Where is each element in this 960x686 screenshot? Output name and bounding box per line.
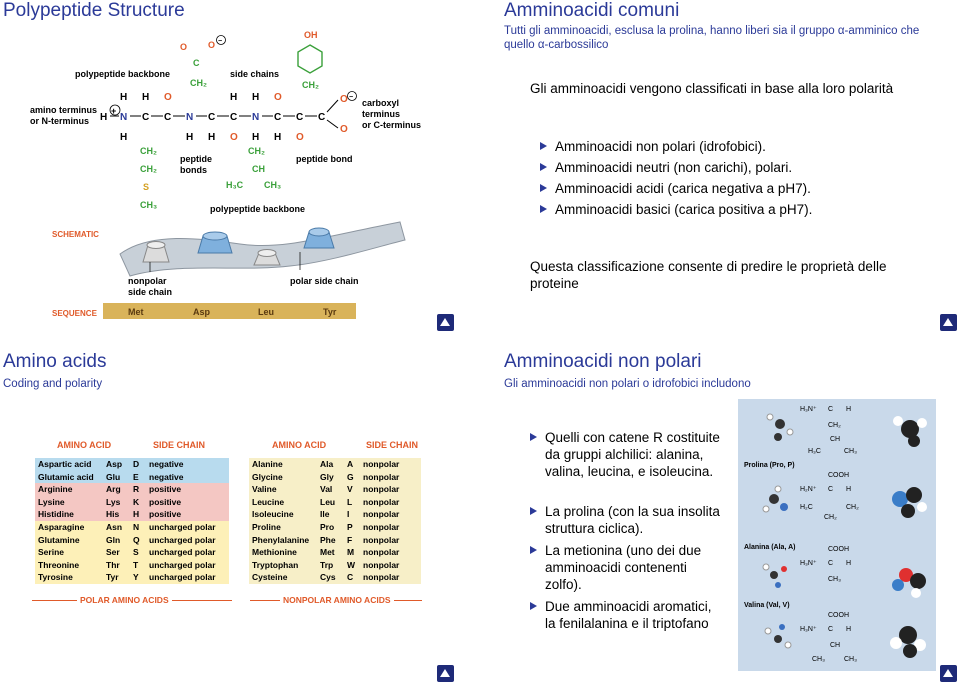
sequence-residue: Leu [258, 307, 275, 317]
one-letter-code: W [347, 559, 356, 570]
side-chain-type: uncharged polar [149, 572, 216, 583]
table-row [249, 571, 421, 584]
one-letter-code: D [133, 459, 140, 469]
svg-text:N: N [120, 112, 128, 123]
amino-acid-name: Serine [38, 547, 64, 558]
polar-side-chain-label: polar side chain [290, 276, 359, 286]
side-chains-label: side chains [230, 69, 280, 79]
side-chain-type: nonpolar [363, 559, 400, 570]
table-row [249, 521, 421, 534]
amino-acid-name: Leucine [252, 496, 285, 507]
list-item: La prolina (con la sua insolita struttura ciclica). [530, 503, 720, 537]
amino-acid-name: Glutamine [38, 534, 80, 545]
svg-text:O: O [296, 132, 304, 143]
one-letter-code: E [133, 471, 139, 482]
svg-text:H: H [846, 486, 852, 493]
one-letter-code: C [347, 572, 354, 583]
three-letter-code: Glu [106, 471, 121, 482]
svg-text:S: S [143, 182, 150, 192]
home-nav-icon[interactable] [940, 314, 957, 331]
svg-text:CH₂: CH₂ [302, 80, 319, 90]
three-letter-code: Phe [320, 534, 336, 545]
table-row [35, 534, 229, 547]
svg-text:O: O [180, 42, 188, 52]
slide-subtitle: Tutti gli amminoacidi, esclusa la prolina, hanno liberi sia il gruppo α-amminico che quello α-carbossilico [504, 25, 920, 51]
one-letter-code: H [133, 509, 140, 520]
svg-text:C: C [828, 626, 834, 633]
svg-text:H: H [186, 132, 194, 143]
svg-text:C: C [828, 486, 834, 493]
svg-text:N: N [252, 112, 260, 123]
table-row [249, 508, 421, 521]
three-letter-code: Cys [320, 572, 336, 583]
svg-text:−: − [218, 38, 223, 45]
one-letter-code: Y [133, 572, 139, 583]
svg-text:H₃N⁺: H₃N⁺ [800, 560, 817, 567]
svg-text:H₂N⁺: H₂N⁺ [800, 486, 817, 493]
svg-text:CH₃: CH₃ [812, 656, 825, 663]
svg-text:H: H [846, 560, 852, 567]
svg-text:H: H [846, 406, 852, 413]
slide-title: Amminoacidi non polari [504, 351, 702, 372]
svg-text:O: O [340, 94, 348, 105]
svg-text:C: C [208, 112, 216, 123]
amino-acid-name: Threonine [38, 559, 80, 570]
bullet-icon [540, 184, 547, 192]
side-chain-type: nonpolar [363, 471, 400, 482]
bullet-icon [540, 205, 547, 213]
one-letter-code: R [133, 484, 140, 495]
table-row [35, 546, 229, 559]
svg-text:CH₂: CH₂ [824, 514, 837, 521]
svg-text:H: H [100, 112, 108, 123]
amino-acid-name: Alanine [252, 459, 283, 469]
three-letter-code: Leu [320, 496, 336, 507]
svg-text:H: H [208, 132, 216, 143]
three-letter-code: Asp [106, 459, 123, 469]
list-item: Amminoacidi non polari (idrofobici). [540, 138, 766, 155]
side-chain-header: SIDE CHAIN [153, 440, 206, 450]
svg-text:O: O [164, 92, 172, 103]
side-chain-type: nonpolar [363, 509, 400, 520]
svg-text:C: C [828, 560, 834, 567]
amino-acid-name: Tyrosine [38, 572, 73, 583]
slide-title: Amminoacidi comuni [504, 0, 680, 21]
svg-text:H: H [120, 92, 128, 103]
svg-text:N: N [186, 112, 194, 123]
intro-text: Gli amminoacidi vengono classificati in base alla loro polarità [530, 81, 894, 96]
home-nav-icon[interactable] [437, 665, 454, 682]
slide-amino-acids [0, 343, 480, 686]
svg-text:CH: CH [830, 436, 841, 443]
peptide-bonds-label-2: bonds [180, 165, 207, 175]
nonpolar-label-2: side chain [128, 287, 173, 297]
one-letter-code: N [133, 521, 140, 532]
n-terminus-label: or N-terminus [30, 116, 90, 126]
one-letter-code: V [347, 484, 353, 495]
three-letter-code: Trp [320, 559, 334, 570]
svg-text:−: − [349, 94, 354, 101]
list-item: Quelli con catene R costituite da gruppi alchilici: alanina, valina, leucina, e isoleucina. [530, 429, 720, 480]
alanina-label: Alanina (Ala, A) [744, 544, 796, 551]
polar-table [35, 458, 229, 584]
bullet-icon [540, 142, 547, 150]
svg-text:H₃N⁺: H₃N⁺ [800, 406, 817, 413]
amino-acid-name: Asparagine [38, 521, 85, 532]
one-letter-code: S [133, 547, 139, 558]
conclusion-text: Questa classificazione consente di predire le proprietà delle proteine [530, 259, 887, 291]
table-row [35, 559, 229, 572]
svg-text:CH₃: CH₃ [264, 180, 282, 190]
amino-acid-name: Cysteine [252, 572, 288, 583]
svg-text:CH₂: CH₂ [248, 146, 265, 156]
slide-title: Polypeptide Structure [3, 0, 185, 21]
three-letter-code: Ser [106, 547, 120, 558]
svg-text:CH₂: CH₂ [140, 146, 157, 156]
table-row [35, 483, 229, 496]
side-chain-type: nonpolar [363, 496, 400, 507]
sequence-label: SEQUENCE [52, 309, 97, 318]
svg-text:O: O [340, 124, 348, 135]
amino-acid-name: Arginine [38, 484, 73, 495]
svg-text:+: + [111, 106, 117, 116]
three-letter-code: Ile [320, 509, 330, 520]
side-chain-type: nonpolar [363, 484, 400, 495]
three-letter-code: Ala [320, 459, 334, 469]
three-letter-code: Arg [106, 484, 121, 495]
sequence-residue: Asp [193, 307, 211, 317]
amino-acid-name: Methionine [252, 547, 297, 558]
side-chain-type: positive [149, 484, 182, 495]
svg-text:C: C [274, 112, 282, 123]
one-letter-code: P [347, 521, 353, 532]
slide-subtitle: Gli amminoacidi non polari o idrofobici includono [504, 378, 751, 390]
svg-text:C: C [230, 112, 238, 123]
side-chain-type: positive [149, 509, 182, 520]
bullet-icon [530, 507, 537, 515]
table-row [249, 483, 421, 496]
svg-text:CH: CH [830, 642, 841, 649]
svg-text:H₃C: H₃C [226, 180, 244, 190]
table-row [249, 458, 421, 471]
side-chain-type: nonpolar [363, 534, 400, 545]
peptide-bond-label: peptide bond [296, 154, 353, 164]
svg-text:H₂C: H₂C [800, 504, 813, 511]
one-letter-code: G [347, 471, 354, 482]
list-item: Due amminoacidi aromatici, la fenilalanina e il triptofano [530, 598, 720, 632]
slide-amminoacidi-comuni [480, 0, 960, 343]
three-letter-code: Thr [106, 559, 120, 570]
table-row [249, 546, 421, 559]
table-row [35, 496, 229, 509]
svg-text:OH: OH [304, 30, 318, 40]
three-letter-code: Pro [320, 521, 335, 532]
table-row [35, 521, 229, 534]
bullet-icon [540, 163, 547, 171]
svg-text:H₃N⁺: H₃N⁺ [800, 626, 817, 633]
three-letter-code: Lys [106, 496, 121, 507]
svg-text:O: O [230, 132, 238, 143]
table-row [249, 496, 421, 509]
amino-acid-name: Lysine [38, 496, 65, 507]
three-letter-code: His [106, 509, 120, 520]
c-terminus-label: or C-terminus [362, 120, 422, 130]
side-chain-type: uncharged polar [149, 521, 216, 532]
svg-text:COOH: COOH [828, 612, 849, 619]
svg-text:H: H [120, 132, 128, 143]
valina-label: Valina (Val, V) [744, 602, 790, 609]
three-letter-code: Gln [106, 534, 121, 545]
one-letter-code: Q [133, 534, 140, 545]
side-chain-type: uncharged polar [149, 547, 216, 558]
svg-text:C: C [193, 58, 200, 68]
three-letter-code: Gly [320, 471, 334, 482]
amino-acid-name: Proline [252, 521, 281, 532]
three-letter-code: Asn [106, 521, 123, 532]
svg-text:CH₃: CH₃ [140, 200, 158, 210]
svg-text:H: H [846, 626, 852, 633]
polypeptide-figure [0, 0, 480, 330]
svg-text:CH₃: CH₃ [828, 576, 841, 583]
amino-acid-structures-figure [738, 399, 936, 671]
side-chain-header: SIDE CHAIN [366, 440, 419, 450]
side-chain-type: nonpolar [363, 459, 400, 469]
side-chain-type: nonpolar [363, 547, 400, 558]
svg-text:H: H [230, 92, 238, 103]
svg-text:H: H [252, 132, 260, 143]
backbone-label-top: polypeptide backbone [75, 69, 171, 79]
slide-amminoacidi-non-polari [480, 343, 960, 686]
svg-text:C: C [296, 112, 304, 123]
one-letter-code: T [133, 559, 139, 570]
list-item: Amminoacidi neutri (non carichi), polari. [540, 159, 792, 176]
three-letter-code: Met [320, 547, 335, 558]
bullet-icon [530, 433, 537, 441]
svg-text:H: H [274, 132, 282, 143]
one-letter-code: A [347, 459, 354, 469]
amino-acid-name: Glutamic acid [38, 471, 94, 482]
slide-title: Amino acids [3, 351, 107, 372]
side-chain-type: nonpolar [363, 521, 400, 532]
svg-text:CH₃: CH₃ [844, 656, 857, 663]
svg-text:O: O [208, 40, 216, 50]
side-chain-type: negative [149, 459, 184, 469]
table-row [35, 471, 229, 484]
sequence-residue: Met [128, 307, 144, 317]
amino-acid-header: AMINO ACID [272, 440, 327, 450]
svg-text:COOH: COOH [828, 546, 849, 553]
svg-text:C: C [164, 112, 172, 123]
nonpolar-footer: NONPOLAR AMINO ACIDS [280, 595, 394, 605]
bullet-icon [530, 602, 537, 610]
svg-text:O: O [274, 92, 282, 103]
three-letter-code: Val [320, 484, 333, 495]
amino-acid-name: Glycine [252, 471, 283, 482]
list-item: La metionina (uno dei due amminoacidi contenenti zolfo). [530, 542, 720, 593]
list-item: Amminoacidi acidi (carica negativa a pH7). [540, 180, 811, 197]
slide-subtitle: Coding and polarity [3, 378, 103, 390]
nonpolar-label-1: nonpolar [128, 276, 167, 286]
polar-footer: POLAR AMINO ACIDS [77, 595, 172, 605]
amino-acid-name: Valine [252, 484, 277, 495]
svg-text:CH₃: CH₃ [844, 448, 857, 455]
sequence-residue: Tyr [323, 307, 337, 317]
side-chain-type: nonpolar [363, 572, 400, 583]
slide-polypeptide-structure [0, 0, 480, 343]
table-row [249, 559, 421, 572]
side-chain-type: uncharged polar [149, 534, 216, 545]
amino-acid-name: Tryptophan [252, 559, 299, 570]
terminus-label: terminus [362, 109, 401, 119]
home-nav-icon[interactable] [437, 314, 454, 331]
schematic-label: SCHEMATIC [52, 230, 99, 239]
svg-text:CH₂: CH₂ [828, 422, 841, 429]
backbone [100, 92, 357, 144]
amino-acid-name: Aspartic acid [38, 459, 92, 469]
side-chain-type: uncharged polar [149, 559, 216, 570]
one-letter-code: M [347, 547, 355, 558]
one-letter-code: F [347, 534, 353, 545]
one-letter-code: L [347, 496, 353, 507]
svg-text:CH₂: CH₂ [190, 78, 207, 88]
nonpolar-table [249, 458, 421, 584]
amino-acid-header: AMINO ACID [57, 440, 112, 450]
tyrosine-ring [298, 45, 322, 73]
table-row [35, 458, 229, 471]
svg-text:C: C [142, 112, 150, 123]
schematic-tube [120, 222, 405, 276]
home-nav-icon[interactable] [940, 665, 957, 682]
svg-text:COOH: COOH [828, 472, 849, 479]
table-row [249, 534, 421, 547]
three-letter-code: Tyr [106, 572, 119, 583]
prolina-label: Prolina (Pro, P) [744, 462, 795, 469]
side-chain-type: positive [149, 496, 182, 507]
svg-text:H: H [142, 92, 150, 103]
table-row [35, 571, 229, 584]
table-row [35, 508, 229, 521]
svg-text:C: C [318, 112, 326, 123]
list-item: Amminoacidi basici (carica positiva a pH7). [540, 201, 812, 218]
peptide-bonds-label-1: peptide [180, 154, 213, 164]
svg-text:CH: CH [252, 164, 265, 174]
svg-text:H₃C: H₃C [808, 448, 821, 455]
one-letter-code: I [347, 509, 350, 520]
one-letter-code: K [133, 496, 140, 507]
side-chain-type: negative [149, 471, 184, 482]
svg-text:CH₂: CH₂ [140, 164, 157, 174]
carboxyl-label: carboxyl [362, 98, 400, 108]
amino-acid-name: Isoleucine [252, 509, 294, 520]
svg-text:CH₂: CH₂ [846, 504, 859, 511]
amino-terminus-label: amino terminus [30, 105, 98, 115]
backbone-label-bottom: polypeptide backbone [210, 204, 306, 214]
amino-acid-name: Histidine [38, 509, 74, 520]
svg-text:H: H [252, 92, 260, 103]
svg-text:C: C [828, 406, 834, 413]
amino-acid-name: Phenylalanine [252, 534, 310, 545]
bullet-icon [530, 546, 537, 554]
table-row [249, 471, 421, 484]
